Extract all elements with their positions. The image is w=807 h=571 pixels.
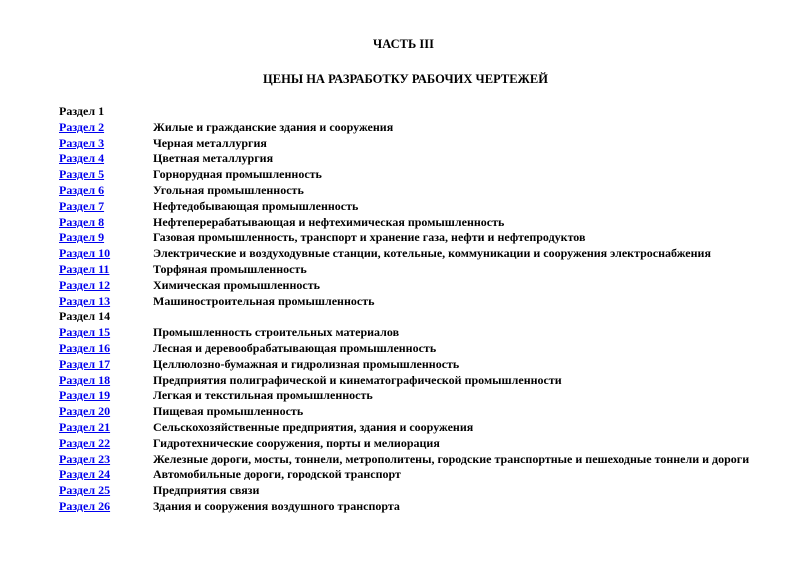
section-link[interactable]: Раздел 6: [59, 182, 105, 197]
section-link[interactable]: Раздел 2: [59, 119, 105, 134]
section-title: Здания и сооружения воздушного транспорта: [153, 498, 400, 513]
section-row: [59, 420, 807, 436]
section-link[interactable]: Раздел 15: [59, 325, 111, 340]
section-label-cell: [59, 404, 153, 420]
section-row: [59, 388, 807, 404]
section-link[interactable]: Раздел 11: [59, 261, 110, 276]
section-title: Промышленность строительных материалов: [153, 325, 400, 340]
page-title: ЦЕНЫ НА РАЗРАБОТКУ РАБОЧИХ ЧЕРТЕЖЕЙ: [263, 72, 548, 86]
section-label-cell: [59, 104, 153, 120]
section-label-cell: [59, 341, 153, 357]
section-title: Машиностроительная промышленность: [153, 293, 375, 308]
section-title: Автомобильные дороги, городской транспорт: [153, 467, 401, 482]
section-title: Электрические и воздуходувные станции, котельные, коммуникации и сооружения электроснабжения: [153, 246, 711, 261]
section-link[interactable]: Раздел 7: [59, 198, 105, 213]
section-link[interactable]: Раздел 25: [59, 483, 111, 498]
section-link[interactable]: Раздел 12: [59, 277, 111, 292]
section-link[interactable]: Раздел 19: [59, 388, 111, 403]
section-link[interactable]: Раздел 5: [59, 167, 105, 182]
section-title: Нефтеперерабатывающая и нефтехимическая промышленность: [153, 214, 505, 229]
section-row: [59, 294, 807, 310]
section-link[interactable]: Раздел 9: [59, 230, 105, 245]
section-title: Лесная и деревообрабатывающая промышленность: [153, 340, 437, 355]
section-label-cell: [59, 373, 153, 389]
section-title: Угольная промышленность: [153, 182, 304, 197]
section-title: Предприятия полиграфической и кинематографической промышленности: [153, 372, 562, 387]
section-row: [59, 309, 807, 325]
section-label-cell: [59, 420, 153, 436]
section-title: Жилые и гражданские здания и сооружения: [153, 119, 394, 134]
section-row: [59, 404, 807, 420]
section-label-cell: [59, 436, 153, 452]
section-row: [59, 120, 807, 136]
section-row: [59, 136, 807, 152]
section-link[interactable]: Раздел 18: [59, 372, 111, 387]
section-row: [59, 467, 807, 483]
section-link[interactable]: Раздел 20: [59, 404, 111, 419]
section-label-cell: [59, 167, 153, 183]
section-row: [59, 246, 807, 262]
section-link[interactable]: Раздел 8: [59, 214, 105, 229]
section-label-cell: [59, 183, 153, 199]
section-label-cell: [59, 499, 153, 515]
section-title: Предприятия связи: [153, 483, 260, 498]
section-label-cell: [59, 215, 153, 231]
section-link[interactable]: Раздел 13: [59, 293, 111, 308]
section-label-cell: [59, 388, 153, 404]
section-title: Нефтедобывающая промышленность: [153, 198, 359, 213]
section-label-cell: [59, 357, 153, 373]
section-title: Горнорудная промышленность: [153, 167, 322, 182]
section-label-cell: [59, 483, 153, 499]
section-title: Химическая промышленность: [153, 277, 320, 292]
section-row: [59, 262, 807, 278]
section-row: [59, 436, 807, 452]
section-link[interactable]: Раздел 10: [59, 246, 111, 261]
section-row: [59, 373, 807, 389]
section-label-cell: [59, 136, 153, 152]
section-link[interactable]: Раздел 22: [59, 435, 111, 450]
section-title: Пищевая промышленность: [153, 404, 304, 419]
section-label-cell: [59, 262, 153, 278]
section-label-cell: [59, 278, 153, 294]
section-link[interactable]: Раздел 3: [59, 135, 105, 150]
section-link[interactable]: Раздел 4: [59, 151, 105, 166]
section-title: Железные дороги, мосты, тоннели, метрополитены, городские транспортные и пешеходные тоннели и дороги: [153, 451, 750, 466]
section-row: [59, 183, 807, 199]
section-title: Гидротехнические сооружения, порты и мелиорация: [153, 435, 440, 450]
section-link[interactable]: Раздел 16: [59, 340, 111, 355]
section-label-cell: [59, 120, 153, 136]
section-title: Целлюлозно-бумажная и гидролизная промышленность: [153, 356, 460, 371]
section-row: [59, 452, 807, 468]
section-link[interactable]: Раздел 21: [59, 419, 111, 434]
section-title: Легкая и текстильная промышленность: [153, 388, 373, 403]
section-title: Сельскохозяйственные предприятия, здания и сооружения: [153, 419, 474, 434]
section-row: [59, 215, 807, 231]
section-row: [59, 104, 807, 120]
section-row: [59, 230, 807, 246]
section-label-cell: [59, 309, 153, 325]
section-title: Торфяная промышленность: [153, 261, 307, 276]
section-link[interactable]: Раздел 23: [59, 451, 111, 466]
section-link[interactable]: Раздел 17: [59, 356, 111, 371]
section-title: [153, 309, 807, 325]
section-label: Раздел 1: [59, 104, 105, 118]
section-label-cell: [59, 230, 153, 246]
section-label-cell: [59, 199, 153, 215]
section-row: [59, 278, 807, 294]
section-label-cell: [59, 151, 153, 167]
section-title: Газовая промышленность, транспорт и хранение газа, нефти и нефтепродуктов: [153, 230, 586, 245]
section-label-cell: [59, 294, 153, 310]
section-link[interactable]: Раздел 26: [59, 498, 111, 513]
section-title: Черная металлургия: [153, 135, 267, 150]
section-row: [59, 325, 807, 341]
section-link[interactable]: Раздел 24: [59, 467, 111, 482]
section-label-cell: [59, 246, 153, 262]
sections-table: [59, 104, 807, 515]
section-row: [59, 199, 807, 215]
section-row: [59, 483, 807, 499]
part-heading: ЧАСТЬ III: [373, 37, 434, 51]
section-title: Цветная металлургия: [153, 151, 274, 166]
section-label-cell: [59, 325, 153, 341]
section-row: [59, 167, 807, 183]
section-row: [59, 341, 807, 357]
section-row: [59, 499, 807, 515]
section-label: Раздел 14: [59, 309, 111, 324]
section-label-cell: [59, 452, 153, 468]
section-title: [153, 104, 807, 120]
section-label-cell: [59, 467, 153, 483]
section-row: [59, 151, 807, 167]
section-row: [59, 357, 807, 373]
